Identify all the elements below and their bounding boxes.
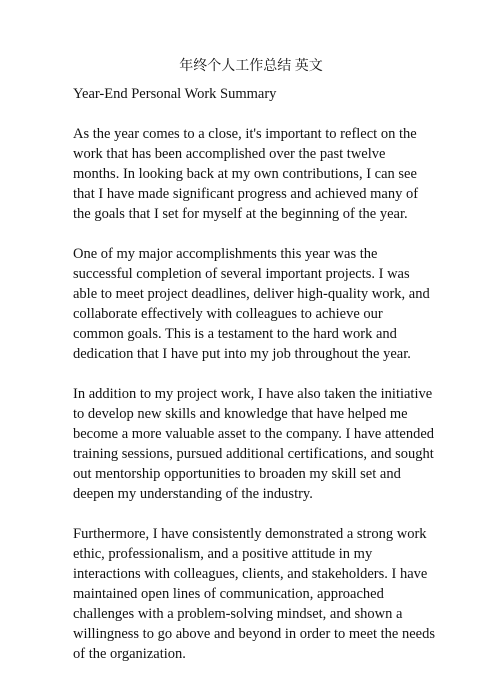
paragraph-1: As the year comes to a close, it's important to reflect on the work that has been accomplished over the past twelve months. In looking back at my own contributions, I can see that I have made significant progress and achieved many of the goals that I set for myself at the beginning of the year. <box>73 126 419 222</box>
paragraph-3: In addition to my project work, I have also taken the initiative to develop new skills and knowledge that have helped me become a more valuable asset to the company. I have attended training sessions, pursued additional certifications, and sought out mentorship opportunities to broaden my skill set and deepen my understanding of the industry. <box>73 386 435 502</box>
paragraph-2: One of my major accomplishments this year was the successful completion of several important projects. I was able to meet project deadlines, deliver high-quality work, and collaborate effectively with colleagues to achieve our common goals. This is a testament to the hard work and dedication that I have put into my job throughout the year. <box>73 246 430 362</box>
document-subtitle: Year-End Personal Work Summary <box>73 86 277 102</box>
document-body <box>73 84 435 684</box>
paragraph-4: Furthermore, I have consistently demonstrated a strong work ethic, professionalism, and a positive attitude in my interactions with colleagues, clients, and stakeholders. I have maintained open lines of communication, approached challenges with a problem-solving mindset, and shown a willingness to go above and beyond in order to meet the needs of the organization. <box>73 526 436 662</box>
document-title: 年终个人工作总结 英文 <box>179 59 323 74</box>
